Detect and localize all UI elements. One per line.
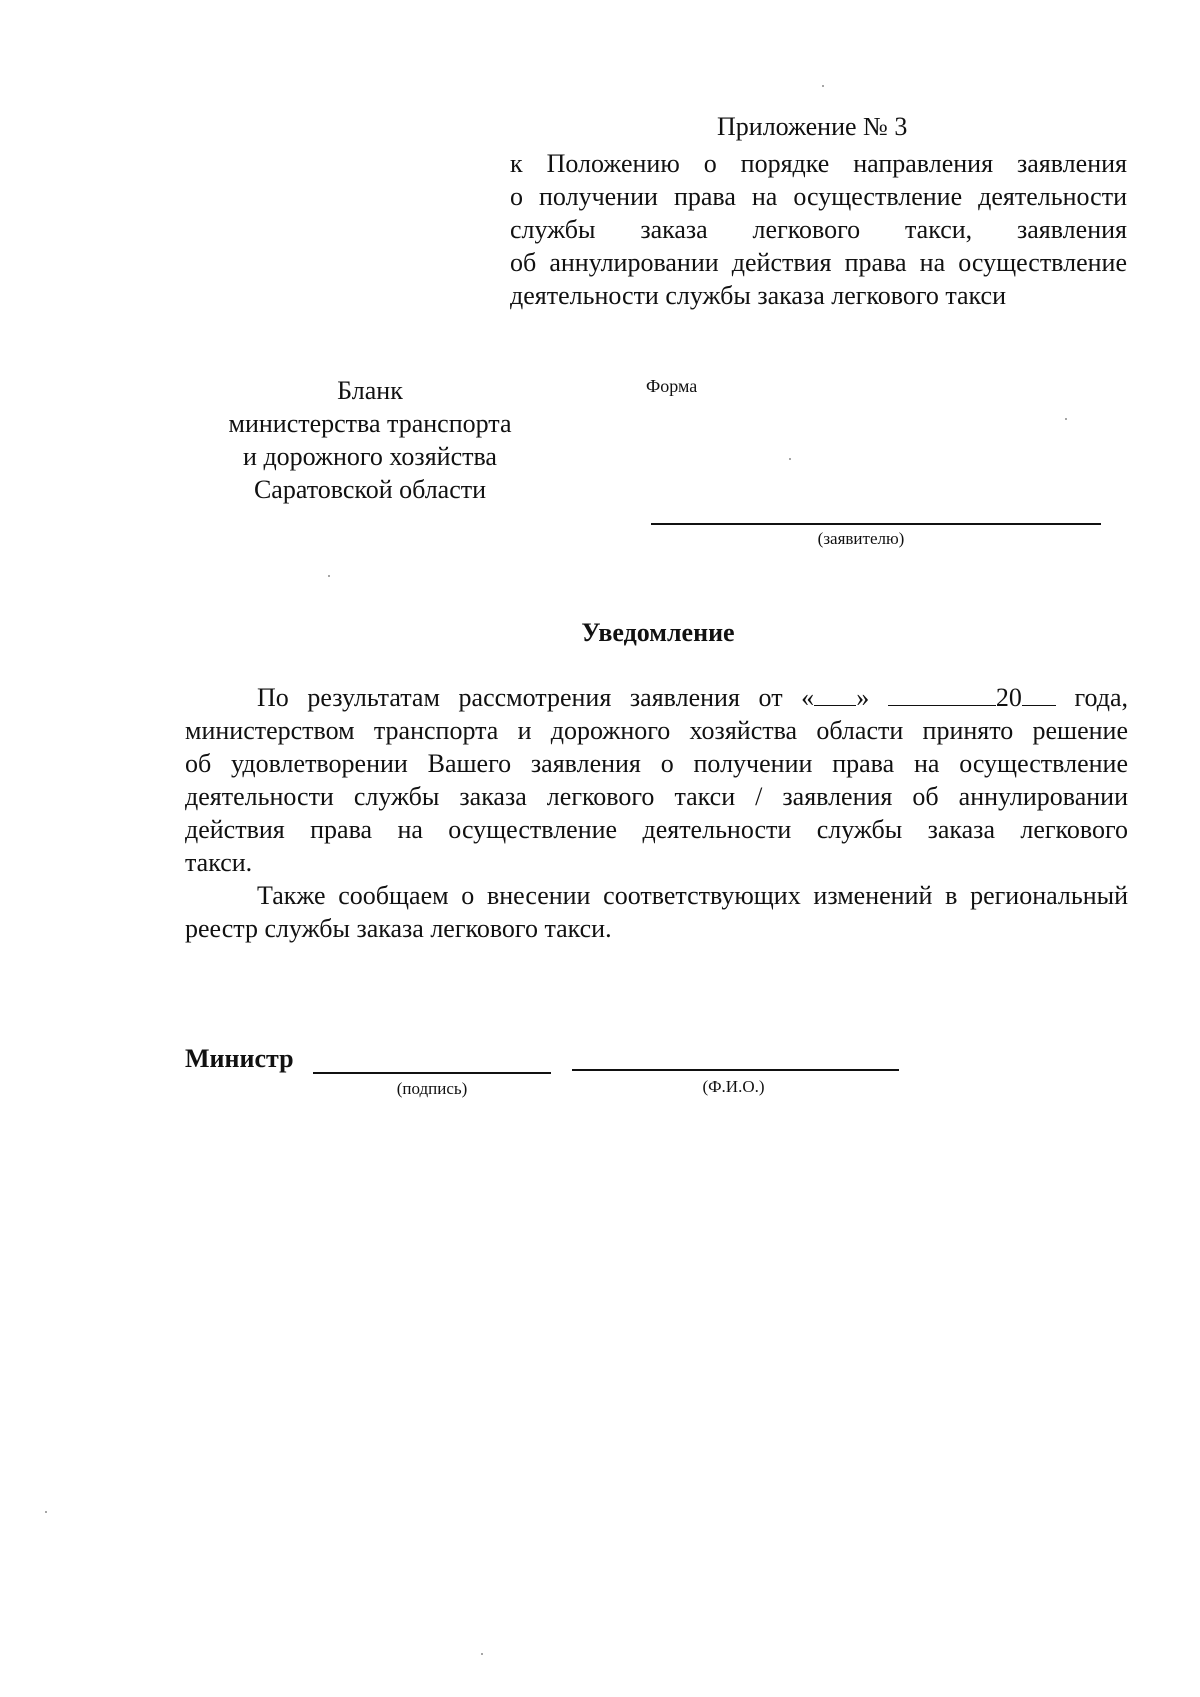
- notice-paragraph2-line: реестр службы заказа легкового такси.: [185, 914, 612, 943]
- notice-first-line: [185, 681, 1128, 714]
- notice-line1-prefix: По результатам рассмотрения заявления от «: [257, 683, 815, 712]
- scan-speck: [822, 85, 824, 87]
- month-blank: [888, 681, 996, 706]
- year-blank: [1022, 681, 1056, 706]
- annex-reference-line: к Положению о порядке направления заявления: [510, 149, 1127, 178]
- minister-label: Министр: [185, 1044, 294, 1073]
- notice-title: Уведомление: [581, 618, 735, 647]
- notice-line: такси.: [185, 848, 253, 877]
- notice-line: министерством транспорта и дорожного хозяйства области принято решение: [185, 716, 1128, 745]
- signature-field-line: [313, 1072, 551, 1074]
- signature-caption: (подпись): [396, 1079, 468, 1098]
- notice-line: действия права на осуществление деятельности службы заказа легкового: [185, 815, 1128, 844]
- annex-title: Приложение № 3: [717, 112, 908, 141]
- form-label: Форма: [646, 376, 698, 396]
- notice-line1-year-prefix: 20: [995, 683, 1022, 712]
- annex-reference-line: о получении права на осуществление деятельности: [510, 182, 1127, 211]
- scan-speck: [789, 458, 791, 460]
- scan-speck: [1065, 418, 1067, 420]
- letterhead-line: Саратовской области: [253, 475, 487, 504]
- notice-line: об удовлетворении Вашего заявления о получении права на осуществление: [185, 749, 1128, 778]
- annex-reference-line: об аннулировании действия права на осуществление: [510, 248, 1127, 277]
- letterhead-block: [200, 374, 540, 506]
- full-name-caption: (Ф.И.О.): [702, 1077, 765, 1096]
- annex-reference-line: службы заказа легкового такси, заявления: [510, 215, 1127, 244]
- annex-reference-line: деятельности службы заказа легкового такси: [510, 281, 1006, 310]
- notice-line1-suffix: года,: [1074, 683, 1129, 712]
- notice-line: деятельности службы заказа легкового такси / заявления об аннулировании: [185, 782, 1128, 811]
- notice-body: [185, 681, 1128, 945]
- notice-paragraph2-line: Также сообщаем о внесении соответствующих изменений в региональный: [257, 881, 1128, 910]
- day-blank: [814, 681, 856, 706]
- notice-line1-quote-close: »: [856, 683, 870, 712]
- recipient-field-line: [651, 523, 1101, 525]
- annex-reference: [510, 147, 1127, 312]
- letterhead-line: и дорожного хозяйства: [243, 442, 497, 471]
- scan-speck: [328, 575, 330, 577]
- scan-speck: [45, 1511, 47, 1513]
- full-name-field-line: [572, 1069, 899, 1071]
- letterhead-line: Бланк: [337, 376, 403, 405]
- recipient-caption: (заявителю): [817, 529, 905, 548]
- scan-speck: [481, 1653, 483, 1655]
- letterhead-line: министерства транспорта: [228, 409, 512, 438]
